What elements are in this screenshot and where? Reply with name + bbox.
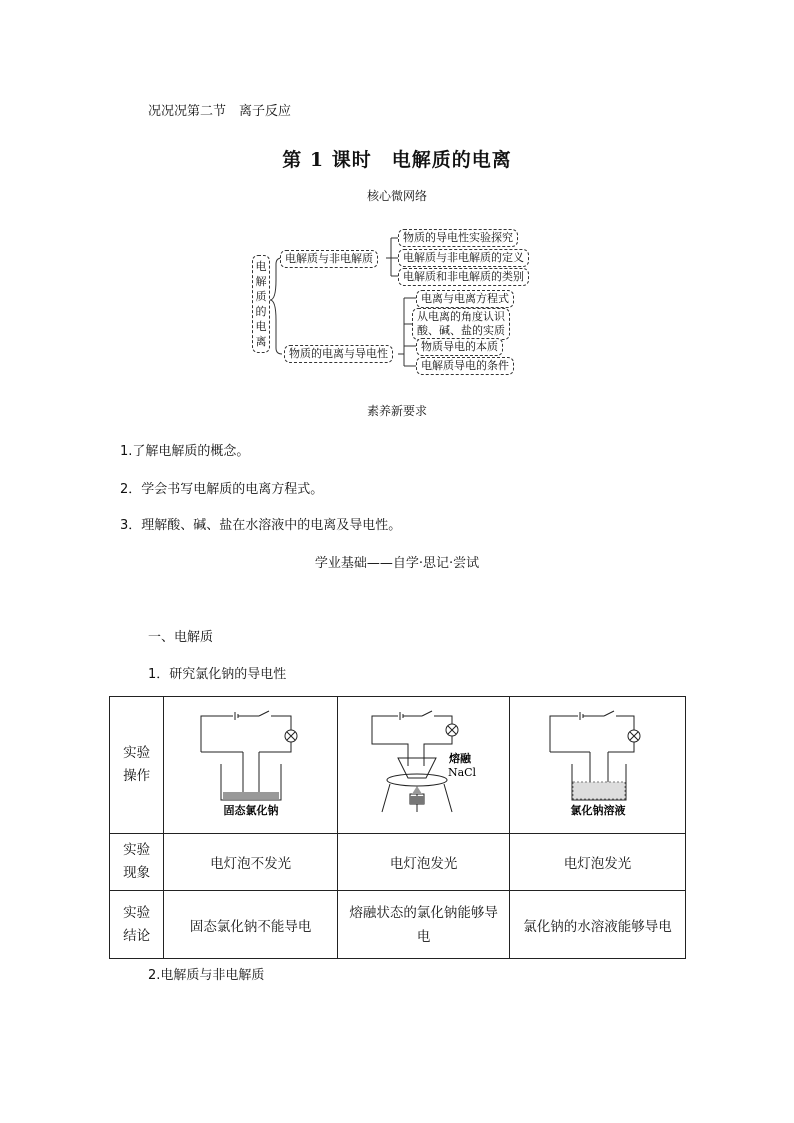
breadcrumb: 况况况第二节 离子反应 — [148, 104, 292, 119]
nacl-solution-icon — [573, 782, 625, 799]
melt-label: 熔融 — [448, 752, 471, 765]
map-leaf: 电解质导电的条件 — [416, 357, 514, 375]
subsection-title: 2.电解质与非电解质 — [148, 968, 265, 983]
phenomenon-cell: 电灯泡不发光 — [164, 834, 338, 891]
conclusion-cell: 氯化钠的水溶液能够导电 — [510, 891, 686, 959]
phenomenon-cell: 电灯泡发光 — [338, 834, 510, 891]
section-title: 一、电解质 — [148, 630, 214, 645]
row-head: 实验 结论 — [110, 891, 164, 959]
requirement-item: 3．理解酸、碱、盐在水溶液中的电离及导电性。 — [120, 518, 402, 533]
subsection-title: 1．研究氯化钠的导电性 — [148, 667, 287, 682]
map-leaf: 物质的导电性实验探究 — [398, 229, 518, 247]
phenomenon-cell: 电灯泡发光 — [510, 834, 686, 891]
map-leaf: 电解质与非电解质的定义 — [398, 249, 529, 267]
requirement-item: 2．学会书写电解质的电离方程式。 — [120, 482, 324, 497]
requirement-item: 1.了解电解质的概念。 — [120, 444, 250, 459]
melt-label-nacl: NaCl — [447, 766, 476, 779]
apparatus-solid — [164, 697, 338, 834]
table-row — [110, 891, 686, 959]
map-leaf: 物质导电的本质 — [416, 338, 503, 356]
row-head: 实验 操作 — [110, 697, 164, 834]
experiment-table — [109, 696, 686, 959]
conclusion-cell: 固态氯化钠不能导电 — [164, 891, 338, 959]
apparatus-molten — [338, 697, 510, 834]
solid-nacl-icon — [223, 792, 279, 799]
conclusion-cell: 熔融状态的氯化钠能够导 电 — [338, 891, 510, 959]
requirements-heading: 素养新要求 — [366, 404, 427, 418]
section-banner: 学业基础——自学·思记·尝试 — [314, 556, 480, 571]
burner-icon — [410, 796, 424, 804]
table-row — [110, 697, 686, 834]
caption-solution: 氯化钠溶液 — [570, 804, 626, 817]
concept-map — [248, 224, 548, 376]
row-head: 实验 现象 — [110, 834, 164, 891]
map-leaf: 从电离的角度认识 酸、碱、盐的实质 — [412, 308, 510, 340]
circuit-solution-diagram — [538, 708, 658, 818]
caption-solid: 固态氯化钠 — [223, 804, 279, 817]
circuit-solid-diagram — [191, 708, 311, 818]
map-branch-electrolyte: 电解质与非电解质 — [280, 250, 378, 268]
map-root-node: 电解质的电离 — [252, 255, 270, 353]
map-branch-ionization: 物质的电离与导电性 — [284, 345, 393, 363]
apparatus-solution — [510, 697, 686, 834]
table-row — [110, 834, 686, 891]
map-leaf: 电离与电离方程式 — [416, 290, 514, 308]
connector-root-branch2 — [270, 300, 282, 354]
circuit-molten-diagram — [364, 708, 484, 818]
map-leaf: 电解质和非电解质的类别 — [398, 268, 529, 286]
network-heading: 核心微网络 — [366, 189, 427, 203]
page-title: 第 1 课时 电解质的电离 — [282, 149, 512, 171]
